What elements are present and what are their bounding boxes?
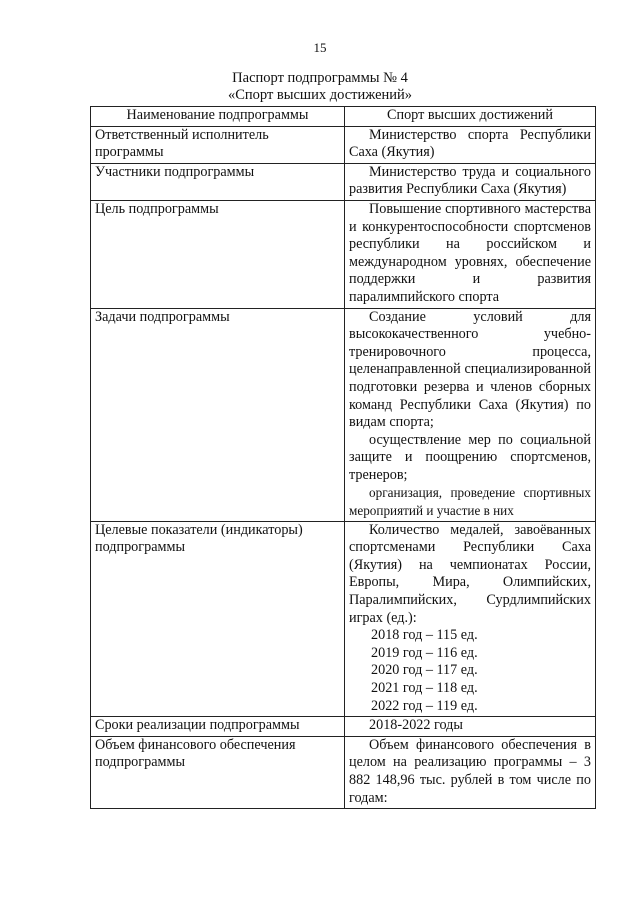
table-row <box>91 163 596 200</box>
row-value <box>345 308 596 521</box>
year-value: 2019 год – 116 ед. <box>371 644 478 661</box>
row-value <box>345 736 596 808</box>
row-paragraph: Создание условий для высококачественного учебно-тренировочного процесса, целенаправленной специализированной подготовки резерва и членов сборных команд Республики Саха (Якутия) по видам спорта; <box>349 308 591 431</box>
year-value: 2022 год – 119 ед. <box>371 697 478 714</box>
row-label: Цель подпрограммы <box>91 200 345 308</box>
row-label: Ответственный исполнитель программы <box>91 126 345 163</box>
year-value: 2020 год – 117 ед. <box>371 662 478 679</box>
table-row <box>91 736 596 808</box>
row-value <box>345 521 596 717</box>
row-paragraph: 2018-2022 годы <box>369 717 463 734</box>
row-paragraph: организация, проведение спортивных мероприятий и участие в них <box>349 485 591 519</box>
row-paragraph: Министерство труда и социального развития Республики Саха (Якутия) <box>349 163 591 198</box>
row-value <box>345 126 596 163</box>
row-label: Задачи подпрограммы <box>91 308 345 521</box>
table-row <box>91 126 596 163</box>
row-value <box>345 163 596 200</box>
header-left: Наименование подпрограммы <box>91 107 345 127</box>
year-value: 2021 год – 118 ед. <box>371 680 478 696</box>
table-row <box>91 521 596 717</box>
passport-table <box>90 106 596 809</box>
header-right: Спорт высших достижений <box>345 107 596 127</box>
row-label: Объем финансового обеспечения подпрограммы <box>91 736 345 808</box>
row-paragraph: Количество медалей, завоёванных спортсменами Республики Саха (Якутия) на чемпионатах России, Европы, Мира, Олимпийских, Паралимпийских, Сурдлимпийских играх (ед.): <box>349 521 591 626</box>
row-value <box>345 200 596 308</box>
row-label: Сроки реализации подпрограммы <box>91 717 345 737</box>
table-header-row <box>91 107 596 127</box>
row-paragraph: Повышение спортивного мастерства и конкурентоспособности спортсменов республики на российском и международном уровнях, обеспечение поддержки и развития паралимпийского спорта <box>349 200 591 305</box>
table-row <box>91 717 596 737</box>
row-value <box>345 717 596 737</box>
row-paragraph: Министерство спорта Республики Саха (Якутия) <box>349 126 591 161</box>
row-paragraph: Объем финансового обеспечения в целом на реализацию программы – 3 882 148,96 тыс. рублей в том числе по годам: <box>349 736 591 806</box>
document-title <box>0 70 640 104</box>
table-row <box>91 308 596 521</box>
row-label: Целевые показатели (индикаторы) подпрограммы <box>91 521 345 717</box>
title-line-1: Паспорт подпрограммы № 4 <box>232 70 408 86</box>
row-label: Участники подпрограммы <box>91 163 345 200</box>
table-row <box>91 200 596 308</box>
title-line-2: «Спорт высших достижений» <box>227 87 413 103</box>
page-number: 15 <box>313 40 327 55</box>
row-paragraph: осуществление мер по социальной защите и поощрению спортсменов, тренеров; <box>349 431 591 483</box>
year-value: 2018 год – 115 ед. <box>371 627 478 644</box>
